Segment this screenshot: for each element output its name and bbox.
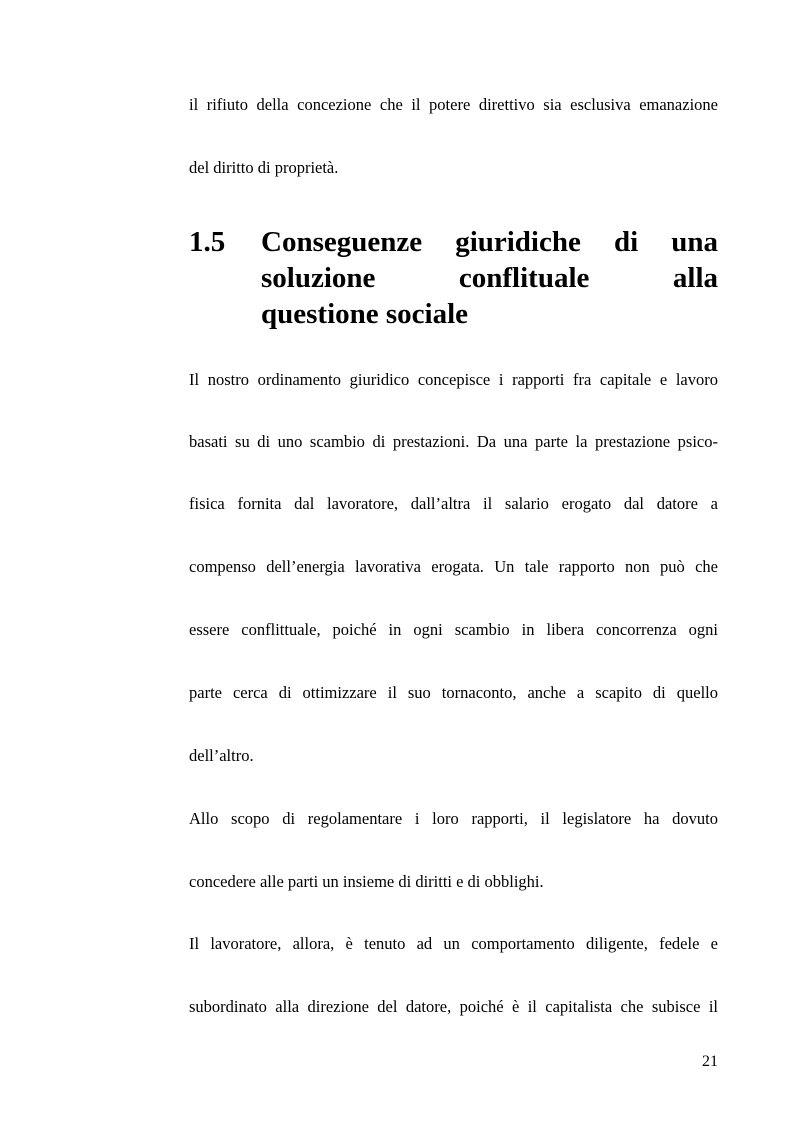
text-line: parte cerca di ottimizzare il suo tornaconto, anche a scapito di quello [189,683,718,702]
text-line: fisica fornita dal lavoratore, dall’altra il salario erogato dal datore a [189,494,718,513]
text-line: Il lavoratore, allora, è tenuto ad un comportamento diligente, fedele e [189,934,718,953]
page-number: 21 [702,1053,718,1070]
text-line: concedere alle parti un insieme di diritti e di obblighi. [189,872,544,891]
text-line: basati su di uno scambio di prestazioni. Da una parte la prestazione psico- [189,432,718,451]
text-line: il rifiuto della concezione che il potere direttivo sia esclusiva emanazione [189,95,718,114]
text-line: compenso dell’energia lavorativa erogata. Un tale rapporto non può che [189,557,718,576]
text-line: Il nostro ordinamento giuridico concepisce i rapporti fra capitale e lavoro [189,370,718,389]
text-line: dell’altro. [189,746,254,765]
text-line: del diritto di proprietà. [189,158,339,177]
section-title-line: Conseguenze giuridiche di una [261,226,718,258]
text-line: Allo scopo di regolamentare i loro rapporti, il legislatore ha dovuto [189,809,718,828]
text-line: subordinato alla direzione del datore, poiché è il capitalista che subisce il [189,997,718,1016]
section-title-line: soluzione conflituale alla [261,262,718,294]
section-title-line: questione sociale [261,298,469,330]
text-line: essere conflittuale, poiché in ogni scambio in libera concorrenza ogni [189,620,718,639]
section-number: 1.5 [189,226,226,258]
